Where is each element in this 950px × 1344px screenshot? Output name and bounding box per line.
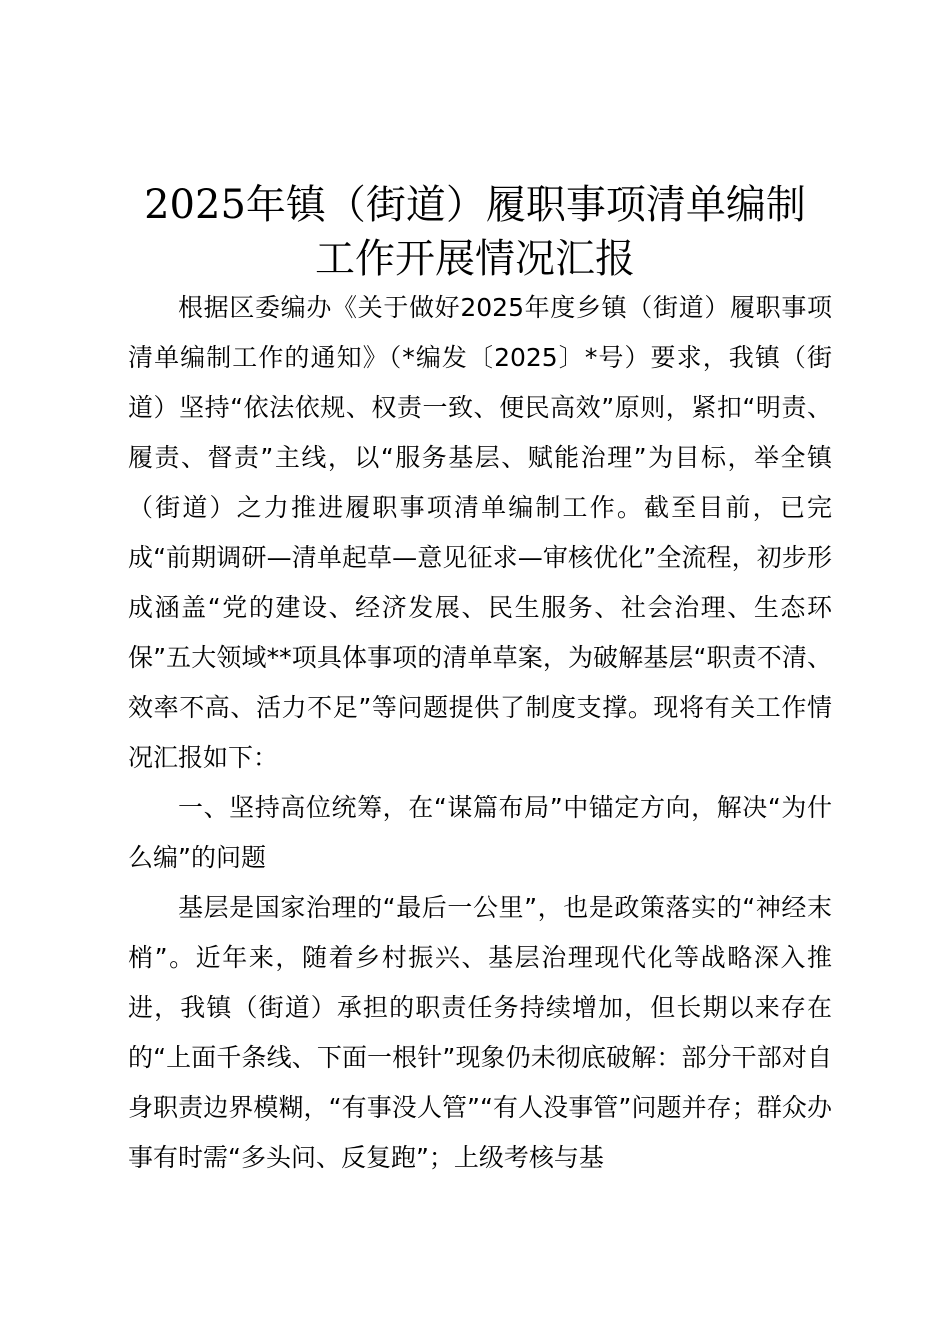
- title-line-2: 工作开展情况汇报: [315, 236, 635, 282]
- title-line-1: 2025年镇（街道）履职事项清单编制: [144, 182, 806, 228]
- body-paragraph: 基层是国家治理的“最后一公里”，也是政策落实的“神经末梢”。近年来，随着乡村振兴、基层治理现代化等战略深入推进，我镇（街道）承担的职责任务持续增加，但长期以来存在的“上面千条线、下面一根针”现象仍未彻底破解：部分干部对自身职责边界模糊，“有事没人管”“有人没事管”问题并存；群众办事有时需“多头问、反复跑”；上级考核与基: [128, 893, 832, 1172]
- intro-paragraph: 根据区委编办《关于做好2025年度乡镇（街道）履职事项清单编制工作的通知》（*编发〔2025〕*号）要求，我镇（街道）坚持“依法依规、权责一致、便民高效”原则，紧扣“明责、履责、督责”主线，以“服务基层、赋能治理”为目标，举全镇（街道）之力推进履职事项清单编制工作。截至目前，已完成“前期调研—清单起草—意见征求—审核优化”全流程，初步形成涵盖“党的建设、经济发展、民生服务、社会治理、生态环保”五大领域**项具体事项的清单草案，为破解基层“职责不清、效率不高、活力不足”等问题提供了制度支撑。现将有关工作情况汇报如下：: [128, 293, 832, 772]
- section-heading-1: 一、坚持高位统筹，在“谋篇布局”中锚定方向，解决“为什么编”的问题: [128, 793, 832, 872]
- document-body: [128, 283, 832, 1183]
- document-title: [100, 178, 850, 286]
